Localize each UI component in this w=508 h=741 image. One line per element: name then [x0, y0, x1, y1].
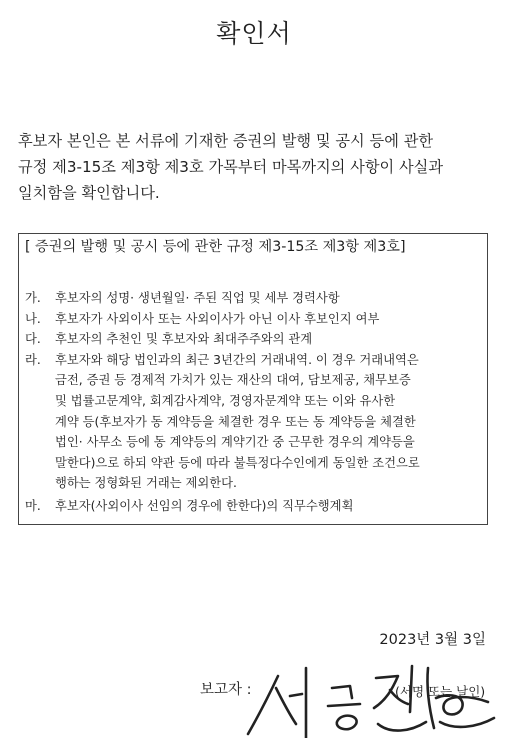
item-text: 후보자(사외이사 선임의 경우에 한한다)의 직무수행계획	[55, 498, 354, 513]
regulation-item	[25, 496, 485, 517]
item-marker: 라.	[25, 352, 41, 367]
intro-paragraph	[18, 128, 496, 206]
item-text: 후보자와 해당 법인과의 최근 3년간의 거래내역. 이 경우 거래내역은	[55, 352, 419, 367]
item-text: 계약 등(후보자가 동 계약등을 체결한 경우 또는 동 계약등을 체결한	[55, 414, 416, 429]
reporter-label: 보고자 :	[200, 682, 252, 698]
regulation-box	[18, 233, 488, 525]
regulation-item	[25, 288, 485, 309]
item-text: 금전, 증권 등 경제적 가치가 있는 재산의 대여, 담보제공, 채무보증	[55, 373, 411, 388]
item-text: 말한다)으로 하되 약관 등에 따라 불특정다수인에게 동일한 조건으로	[55, 455, 420, 470]
item-marker: 나.	[25, 311, 41, 326]
item-text: 및 법률고문계약, 회계감사계약, 경영자문계약 또는 이와 유사한	[55, 393, 396, 408]
regulation-item	[25, 329, 485, 350]
document-date: 2023년 3월 3일	[379, 632, 486, 648]
item-text: 후보자의 성명· 생년월일· 주된 직업 및 세부 경력사항	[55, 291, 340, 305]
item-text: 법인· 사무소 등에 동 계약등의 계약기간 중 근무한 경우의 계약등을	[55, 435, 415, 450]
regulation-item	[25, 309, 485, 330]
intro-line: 규정 제3-15조 제3항 제3호 가목부터 마목까지의 사항이 사실과	[18, 158, 444, 176]
item-marker: 마.	[25, 498, 41, 513]
item-text: 후보자의 추천인 및 후보자와 최대주주와의 관계	[55, 332, 313, 347]
item-text: 행하는 정형화된 거래는 제외한다.	[55, 476, 237, 491]
regulation-box-title: [ 증권의 발행 및 공시 등에 관한 규정 제3-15조 제3항 제3호]	[25, 239, 406, 255]
regulation-item-list	[25, 288, 485, 517]
document-title: 확인서	[216, 19, 292, 48]
item-marker: 가.	[25, 291, 41, 305]
intro-line: 후보자 본인은 본 서류에 기재한 증권의 발행 및 공시 등에 관한	[18, 132, 434, 150]
item-text: 후보자가 사외이사 또는 사외이사가 아닌 이사 후보인지 여부	[55, 311, 380, 326]
signature-or-seal-note: (서명 또는 날인)	[395, 684, 486, 699]
intro-line: 일치함을 확인합니다.	[18, 184, 160, 202]
item-marker: 다.	[25, 332, 41, 347]
regulation-item	[25, 350, 485, 494]
